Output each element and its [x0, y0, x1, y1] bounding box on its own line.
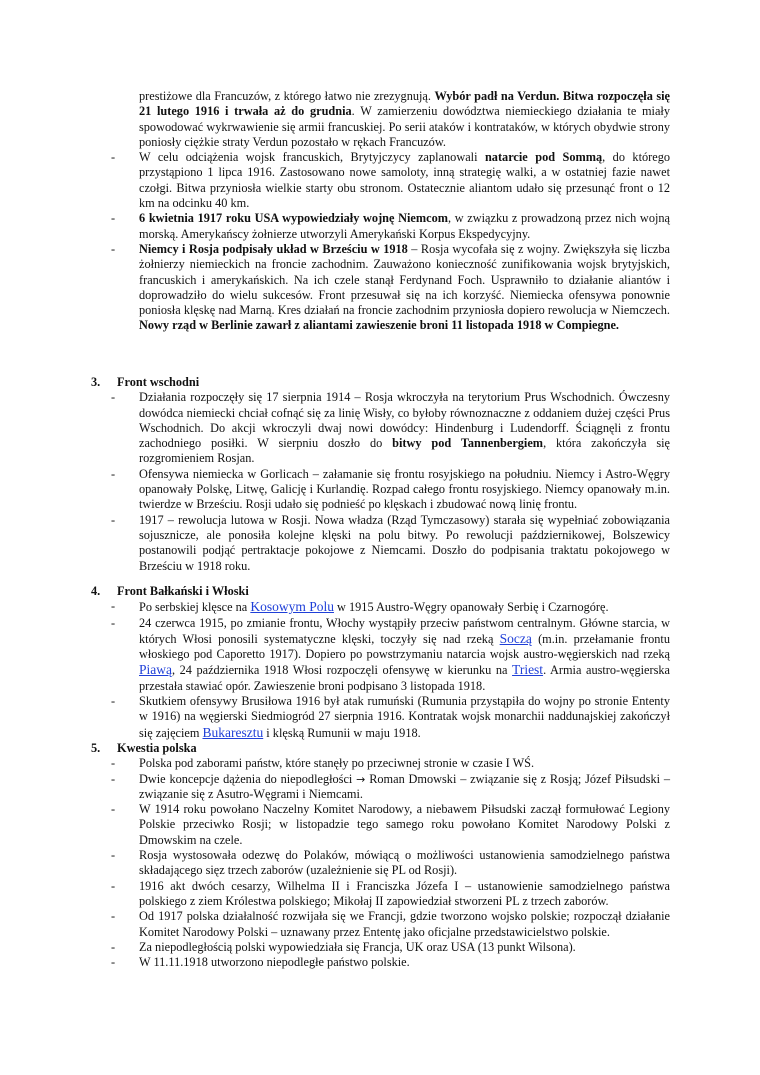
dash-bullet: -: [111, 512, 116, 527]
dash-bullet: -: [111, 939, 116, 954]
list-item: - Ofensywa niemiecka w Gorlicach – załamanie się frontu rosyjskiego na południu. Niemcy i Astro-Węgry opanowały Polskę, Litwę, Galicję i Kurlandię. Rozpad całego frontu rosyjskiego. Niemcy opanowały m.in. twierdze w Brześciu. Rosji udało się podnieść po klęskach i zbudować nową linię frontu.: [111, 466, 670, 512]
dash-bullet: -: [111, 150, 116, 165]
dash-bullet: -: [111, 771, 116, 786]
list-item: - 24 czerwca 1915, po zmianie frontu, Włochy wystąpiły przeciw państwom centralnym. Główne starcia, w których Włosi ponosili systematyczne klęski, toczyły się nad rzeką Soczą (m.in. przełamanie frontu włoskiego pod Caporetto 1917). Dopiero po powstrzymaniu natarcia wojsk austro-węgierskich nad rzeką Piawą, 24 października 1918 Włosi rozpoczęli ofensywę w kierunku na Triest. Armia austro-węgierska przestała stawiać opór. Zawieszenie broni podpisano 3 listopada 1918.: [111, 615, 670, 693]
dash-bullet: -: [111, 694, 116, 709]
dash-bullet: -: [111, 802, 116, 817]
list-item: - W 1914 roku powołano Naczelny Komitet Narodowy, a niebawem Piłsudski zaczął formułować Legiony Polskie przeciwko Rosji; w listopadzie tego samego roku powołano Komitet Narodowy Polski z Dmowskim na czele.: [111, 802, 670, 847]
list-item: - Za niepodległością polski wypowiedziała się Francja, UK oraz USA (13 punkt Wilsona).: [111, 939, 576, 954]
link-bukaresztu[interactable]: Bukaresztu: [202, 724, 264, 740]
list-item: - Skutkiem ofensywy Brusiłowa 1916 był atak rumuński (Rumunia przystąpiła do wojny po stronie Ententy w 1916) na węgierski Siedmiogród 27 sierpnia 1916. Kontratak wojsk monarchii naddunajskiej zakończył się zajęciem Bukaresztu i klęską Rumunii w maju 1918.: [111, 694, 670, 740]
dash-bullet: -: [111, 756, 116, 771]
list-item: - W celu odciążenia wojsk francuskich, Brytyjczycy zaplanowali natarcie pod Sommą, do którego przystąpiono 1 lipca 1916. Zastosowano nowe samoloty, inną strategię walki, a w ostatniej fazie nawet czołgi. Bitwa przyniosła wielkie starty obu stronom. Ostatecznie aliantom udało się przesunąć front o 12 km na odcinku 40 km.: [111, 150, 670, 211]
arrow-right-icon: →: [356, 772, 366, 786]
section-number: 5.: [91, 741, 101, 755]
section-polish-question: [88, 741, 670, 970]
dash-bullet: -: [111, 466, 116, 481]
list-item: - Od 1917 polska działalność rozwijała się we Francji, gdzie tworzono wojsko polskie; rozpoczął działanie Komitet Narodowy Polski – uznawany przez Ententę jako oficjalne przedstawicielstwo polskie.: [111, 909, 670, 939]
dash-bullet: -: [111, 241, 116, 256]
section-number: 4.: [91, 584, 101, 598]
link-socza[interactable]: Soczą: [499, 630, 532, 646]
list-item: - Polska pod zaborami państw, które stanęły po przeciwnej stronie w czasie I WŚ.: [111, 756, 535, 771]
dash-bullet: -: [111, 848, 116, 863]
list-item: - 6 kwietnia 1917 roku USA wypowiedziały wojnę Niemcom, w związku z prowadzoną przez nich wojną morską. Amerykańscy żołnierze utworzyli Amerykański Korpus Ekspedycyjny.: [111, 211, 670, 241]
list-item: - Rosja wystosowała odezwę do Polaków, mówiącą o możliwości ustanowienia samodzielnego państwa składającego sięz trzech zaborów (uzależnienie się PL od Rosji).: [111, 848, 670, 878]
list-item: - Niemcy i Rosja podpisały układ w Brześciu w 1918 – Rosja wycofała się z wojny. Zwiększyła się liczba żołnierzy niemieckich na froncie zachodnim. Zauważono konieczność zunifikowania wojsk brytyjskich, francuskich i amerykańskich. Na ich czele stanął Ferdynand Foch. Usprawniło to działanie aliantów i doprowadziło do wielu sukcesów. Front przesuwał się na ich korzyść. Niemiecka ofensywa ponownie poniosła klęskę nad Marną. Kres działań na froncie zachodnim przyniosła dopiero rewolucja w Niemczech. Nowy rząd w Berlinie zawarł z aliantami zawieszenie broni 11 listopada 1918 w Compiegne.: [111, 241, 670, 333]
list-item: - Dwie koncepcje dążenia do niepodległości → Roman Dmowski – związanie się z Rosją; Józef Piłsudski – związanie się z Asutro-Węgrami i Niemcami.: [111, 771, 670, 801]
dash-bullet: -: [111, 615, 116, 630]
section-eastern-front: [88, 375, 670, 574]
dash-bullet: -: [111, 599, 116, 614]
dash-bullet: -: [111, 211, 116, 226]
section-balkan-italian-front: [88, 584, 670, 741]
list-item: - Po serbskiej klęsce na Kosowym Polu w 1915 Austro-Węgry opanowały Serbię i Czarnogórę.: [111, 599, 609, 615]
link-triest[interactable]: Triest: [512, 662, 544, 678]
list-item: - 1917 – rewolucja lutowa w Rosji. Nowa władza (Rząd Tymczasowy) starała się wypełniać zobowiązania sojusznicze, ale ponosiła kolejne klęski na polu bitwy. Po rewolucji październikowej, Bolszewicy postanowili podjąć pertraktacje pokojowe z Niemcami. Doszło do podpisania traktatu pokojowego w Brześciu w 1918 roku.: [111, 512, 670, 573]
list-item: - 1916 akt dwóch cesarzy, Wilhelma II i Franciszka Józefa I – ustanowienie samodzielnego państwa polskiego z ziem Królestwa polskiego; Mikołaj II zapowiedział stworzeni PL z trzech zaborów.: [111, 878, 670, 908]
western-front-continuation: [88, 89, 670, 334]
list-item: - W 11.11.1918 utworzono niepodległe państwo polskie.: [111, 955, 410, 970]
link-piawa[interactable]: Piawą: [139, 662, 172, 678]
section-title: Front Bałkański i Włoski: [117, 584, 249, 598]
dash-bullet: -: [111, 878, 116, 893]
section-title: Front wschodni: [117, 375, 200, 389]
dash-bullet: -: [111, 909, 116, 924]
section-number: 3.: [91, 375, 101, 389]
list-item: - Działania rozpoczęły się 17 sierpnia 1914 – Rosja wkroczyła na terytorium Prus Wschodnich. Ówczesny dowódca niemiecki chciał cofnąć się za linię Wisły, co byłoby równoznaczne z oddaniem dużej części Prus Wschodnich. Do akcji wkroczyli dwaj nowi dowódcy: Hindenburg i Ludendorff. Ściągnęli z frontu zachodniego posiłki. W sierpniu doszło do bitwy pod Tannenbergiem, która zakończyła się rozgromieniem Rosjan.: [111, 390, 670, 466]
verdun-paragraph: prestiżowe dla Francuzów, z którego łatwo nie zrezygnują. Wybór padł na Verdun. Bitwa rozpoczęła się 21 lutego 1916 i trwała aż do grudnia. W zamierzeniu dowództwa niemieckiego działania te miały spowodować wykrwawienie się armii francuskiej. Po serii ataków i kontrataków, w których obydwie strony poniosły ciężkie straty Verdun pozostało w rękach Francuzów.: [139, 89, 670, 149]
section-heading: [88, 741, 670, 756]
dash-bullet: -: [111, 390, 116, 405]
dash-bullet: -: [111, 955, 116, 970]
section-title: Kwestia polska: [117, 741, 197, 755]
section-heading: [88, 375, 670, 390]
section-heading: [88, 584, 670, 599]
link-kosowym-polu[interactable]: Kosowym Polu: [250, 599, 334, 615]
